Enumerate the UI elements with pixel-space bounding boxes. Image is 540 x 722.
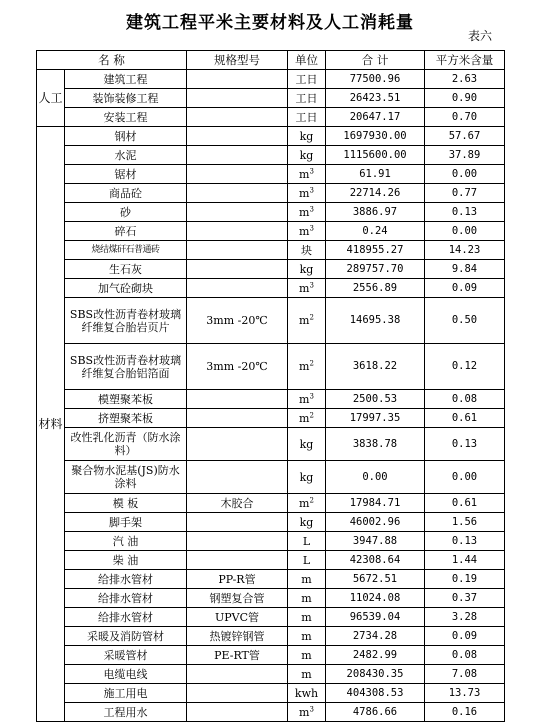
table-row: [37, 570, 505, 589]
unit-text: m: [301, 591, 312, 605]
item-per-sqm: 0.00: [425, 222, 505, 241]
item-spec: [187, 428, 288, 461]
item-unit: [288, 428, 326, 461]
header-name: 名 称: [37, 51, 187, 70]
item-name: 装饰装修工程: [65, 89, 187, 108]
category-label: 材料: [37, 127, 65, 722]
table-body: [37, 70, 505, 722]
table-row: [37, 184, 505, 203]
item-unit: [288, 260, 326, 279]
unit-superscript: 3: [309, 166, 314, 175]
table-row: [37, 551, 505, 570]
item-spec: [187, 165, 288, 184]
unit-superscript: 3: [309, 391, 314, 400]
unit-text: kwh: [294, 686, 319, 700]
item-spec: [187, 551, 288, 570]
item-unit: [288, 570, 326, 589]
item-spec: 钢塑复合管: [187, 589, 288, 608]
item-total: 289757.70: [326, 260, 425, 279]
item-spec: [187, 703, 288, 722]
unit-text: m: [299, 224, 310, 238]
unit-text: m: [299, 392, 310, 406]
item-per-sqm: 1.56: [425, 513, 505, 532]
item-per-sqm: 0.13: [425, 203, 505, 222]
item-spec: [187, 203, 288, 222]
item-spec: UPVC管: [187, 608, 288, 627]
unit-superscript: 2: [309, 495, 314, 504]
unit-superscript: 3: [309, 223, 314, 232]
item-total: 26423.51: [326, 89, 425, 108]
item-name: 模 板: [65, 494, 187, 513]
item-per-sqm: 7.08: [425, 665, 505, 684]
unit-superscript: 2: [309, 313, 314, 322]
item-total: 2500.53: [326, 390, 425, 409]
table-row: [37, 646, 505, 665]
unit-text: m: [299, 281, 310, 295]
unit-text: 工日: [295, 91, 318, 105]
unit-text: kg: [299, 470, 314, 484]
item-per-sqm: 14.23: [425, 241, 505, 260]
item-unit: [288, 461, 326, 494]
item-total: 22714.26: [326, 184, 425, 203]
table-row: [37, 222, 505, 241]
item-total: 3838.78: [326, 428, 425, 461]
item-total: 404308.53: [326, 684, 425, 703]
item-name: 采暖管材: [65, 646, 187, 665]
item-name: 加气砼砌块: [65, 279, 187, 298]
item-spec: [187, 260, 288, 279]
item-spec: PE-RT管: [187, 646, 288, 665]
item-unit: [288, 89, 326, 108]
item-name: 钢材: [65, 127, 187, 146]
item-name: 脚手架: [65, 513, 187, 532]
table-row: [37, 494, 505, 513]
item-spec: 热镀锌钢管: [187, 627, 288, 646]
table-row: [37, 70, 505, 89]
unit-text: kg: [299, 262, 314, 276]
item-per-sqm: 0.09: [425, 627, 505, 646]
unit-text: m: [301, 648, 312, 662]
item-name: 聚合物水泥基(JS)防水涂料: [65, 461, 187, 494]
unit-superscript: 3: [309, 704, 314, 713]
table-row: [37, 146, 505, 165]
item-total: 96539.04: [326, 608, 425, 627]
item-unit: [288, 608, 326, 627]
table-row: [37, 165, 505, 184]
item-name: 改性乳化沥青（防水涂料）: [65, 428, 187, 461]
item-spec: [187, 461, 288, 494]
table-row: [37, 532, 505, 551]
unit-text: kg: [299, 148, 314, 162]
unit-text: m: [299, 167, 310, 181]
document-title: 建筑工程平米主要材料及人工消耗量: [126, 13, 414, 33]
item-name: 给排水管材: [65, 570, 187, 589]
item-unit: [288, 298, 326, 344]
item-total: 4786.66: [326, 703, 425, 722]
item-total: 1115600.00: [326, 146, 425, 165]
item-spec: [187, 184, 288, 203]
item-total: 1697930.00: [326, 127, 425, 146]
item-per-sqm: 0.13: [425, 532, 505, 551]
item-per-sqm: 0.16: [425, 703, 505, 722]
item-per-sqm: 0.08: [425, 390, 505, 409]
item-total: 17984.71: [326, 494, 425, 513]
item-unit: [288, 70, 326, 89]
item-unit: [288, 127, 326, 146]
item-per-sqm: 0.13: [425, 428, 505, 461]
table-row: [37, 589, 505, 608]
table-row: [37, 344, 505, 390]
item-unit: [288, 589, 326, 608]
item-name: 挤塑聚苯板: [65, 409, 187, 428]
item-spec: [187, 684, 288, 703]
item-unit: [288, 146, 326, 165]
item-unit: [288, 344, 326, 390]
unit-text: m: [299, 186, 310, 200]
item-name: 碎石: [65, 222, 187, 241]
item-unit: [288, 551, 326, 570]
unit-text: m: [301, 572, 312, 586]
table-row: [37, 89, 505, 108]
item-unit: [288, 203, 326, 222]
item-per-sqm: 0.90: [425, 89, 505, 108]
item-unit: [288, 665, 326, 684]
item-total: 3618.22: [326, 344, 425, 390]
item-per-sqm: 0.37: [425, 589, 505, 608]
table-row: [37, 409, 505, 428]
table-row: [37, 203, 505, 222]
item-per-sqm: 0.08: [425, 646, 505, 665]
header-unit: 单位: [288, 51, 326, 70]
item-unit: [288, 165, 326, 184]
item-unit: [288, 184, 326, 203]
item-name: 给排水管材: [65, 608, 187, 627]
materials-table: [36, 50, 505, 722]
item-spec: [187, 409, 288, 428]
item-unit: [288, 390, 326, 409]
item-name: 生石灰: [65, 260, 187, 279]
item-name: SBS改性沥青卷材玻璃纤维复合胎岩页片: [65, 298, 187, 344]
item-spec: [187, 108, 288, 127]
item-name: 施工用电: [65, 684, 187, 703]
header-spec: 规格型号: [187, 51, 288, 70]
item-total: 2734.28: [326, 627, 425, 646]
item-per-sqm: 0.70: [425, 108, 505, 127]
unit-superscript: 2: [309, 359, 314, 368]
table-row: [37, 665, 505, 684]
item-total: 14695.38: [326, 298, 425, 344]
item-per-sqm: 0.09: [425, 279, 505, 298]
item-per-sqm: 1.44: [425, 551, 505, 570]
item-total: 3947.88: [326, 532, 425, 551]
table-row: [37, 608, 505, 627]
unit-superscript: 3: [309, 280, 314, 289]
item-spec: 3mm -20℃: [187, 298, 288, 344]
item-name: 汽 油: [65, 532, 187, 551]
item-unit: [288, 108, 326, 127]
unit-text: L: [302, 553, 311, 567]
item-per-sqm: 57.67: [425, 127, 505, 146]
item-per-sqm: 13.73: [425, 684, 505, 703]
unit-text: 块: [301, 243, 312, 257]
item-total: 5672.51: [326, 570, 425, 589]
table-row: [37, 390, 505, 409]
item-spec: [187, 146, 288, 165]
item-unit: [288, 684, 326, 703]
unit-text: kg: [299, 437, 314, 451]
table-row: [37, 428, 505, 461]
item-total: 2556.89: [326, 279, 425, 298]
table-row: [37, 627, 505, 646]
item-unit: [288, 222, 326, 241]
item-unit: [288, 409, 326, 428]
item-total: 77500.96: [326, 70, 425, 89]
item-name: 给排水管材: [65, 589, 187, 608]
unit-text: L: [302, 534, 311, 548]
item-spec: [187, 70, 288, 89]
unit-text: 工日: [295, 110, 318, 124]
item-name: 锯材: [65, 165, 187, 184]
table-row: [37, 260, 505, 279]
table-row: [37, 513, 505, 532]
item-total: 42308.64: [326, 551, 425, 570]
item-per-sqm: 0.00: [425, 461, 505, 494]
item-spec: [187, 513, 288, 532]
item-name: 建筑工程: [65, 70, 187, 89]
unit-text: kg: [299, 129, 314, 143]
item-total: 418955.27: [326, 241, 425, 260]
item-unit: [288, 241, 326, 260]
category-label: 人工: [37, 70, 65, 127]
header-per-sqm: 平方米含量: [425, 51, 505, 70]
item-spec: [187, 532, 288, 551]
item-name: 电缆电线: [65, 665, 187, 684]
item-per-sqm: 3.28: [425, 608, 505, 627]
unit-text: m: [299, 496, 310, 510]
item-total: 0.00: [326, 461, 425, 494]
item-unit: [288, 627, 326, 646]
unit-text: m: [301, 610, 312, 624]
item-spec: [187, 390, 288, 409]
item-name: 商品砼: [65, 184, 187, 203]
item-name: 模塑聚苯板: [65, 390, 187, 409]
item-total: 46002.96: [326, 513, 425, 532]
item-unit: [288, 703, 326, 722]
item-spec: [187, 279, 288, 298]
unit-text: m: [299, 705, 310, 719]
table-row: [37, 298, 505, 344]
table-row: [37, 461, 505, 494]
header-row: [37, 51, 505, 70]
unit-text: m: [299, 360, 310, 373]
item-spec: 3mm -20℃: [187, 344, 288, 390]
item-unit: [288, 532, 326, 551]
item-name: 安装工程: [65, 108, 187, 127]
unit-text: 工日: [295, 72, 318, 86]
item-name: 砂: [65, 203, 187, 222]
unit-text: m: [301, 667, 312, 681]
item-spec: [187, 89, 288, 108]
item-total: 17997.35: [326, 409, 425, 428]
item-unit: [288, 646, 326, 665]
item-per-sqm: 0.77: [425, 184, 505, 203]
unit-superscript: 3: [309, 204, 314, 213]
item-per-sqm: 0.61: [425, 494, 505, 513]
item-per-sqm: 0.61: [425, 409, 505, 428]
table-row: [37, 241, 505, 260]
unit-text: m: [299, 205, 310, 219]
item-name: SBS改性沥青卷材玻璃纤维复合胎铝箔面: [65, 344, 187, 390]
item-total: 3886.97: [326, 203, 425, 222]
item-per-sqm: 0.12: [425, 344, 505, 390]
item-per-sqm: 0.00: [425, 165, 505, 184]
unit-text: m: [299, 314, 310, 327]
header-total: 合 计: [326, 51, 425, 70]
table-row: [37, 127, 505, 146]
item-name: 烧结煤矸石普通砖: [65, 241, 187, 260]
item-total: 20647.17: [326, 108, 425, 127]
unit-superscript: 2: [309, 410, 314, 419]
item-spec: [187, 241, 288, 260]
item-spec: [187, 127, 288, 146]
item-per-sqm: 0.50: [425, 298, 505, 344]
item-name: 柴 油: [65, 551, 187, 570]
unit-superscript: 3: [309, 185, 314, 194]
item-total: 2482.99: [326, 646, 425, 665]
item-per-sqm: 9.84: [425, 260, 505, 279]
item-per-sqm: 0.19: [425, 570, 505, 589]
item-total: 61.91: [326, 165, 425, 184]
item-spec: 木胶合: [187, 494, 288, 513]
item-spec: [187, 665, 288, 684]
item-unit: [288, 494, 326, 513]
item-spec: PP-R管: [187, 570, 288, 589]
item-unit: [288, 513, 326, 532]
table-row: [37, 108, 505, 127]
item-name: 工程用水: [65, 703, 187, 722]
item-name: 采暖及消防管材: [65, 627, 187, 646]
item-per-sqm: 37.89: [425, 146, 505, 165]
table-row: [37, 279, 505, 298]
item-spec: [187, 222, 288, 241]
unit-text: m: [301, 629, 312, 643]
item-total: 208430.35: [326, 665, 425, 684]
item-per-sqm: 2.63: [425, 70, 505, 89]
item-total: 11024.08: [326, 589, 425, 608]
table-row: [37, 684, 505, 703]
unit-text: m: [299, 411, 310, 425]
unit-text: kg: [299, 515, 314, 529]
item-unit: [288, 279, 326, 298]
table-row: [37, 703, 505, 722]
table-number: 表六: [468, 29, 493, 43]
item-total: 0.24: [326, 222, 425, 241]
item-name: 水泥: [65, 146, 187, 165]
